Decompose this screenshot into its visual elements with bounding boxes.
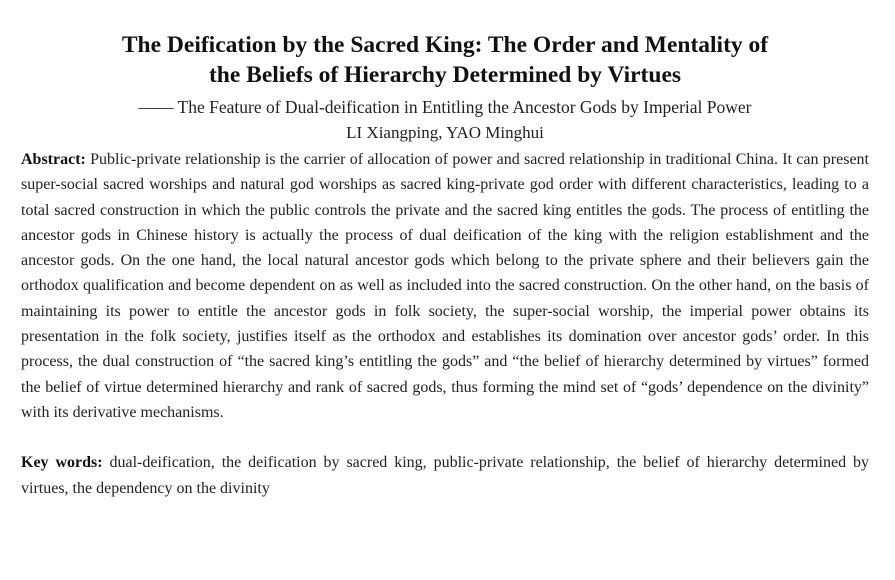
paper-subtitle: —— The Feature of Dual-deification in Entitling the Ancestor Gods by Imperial Power [138,97,752,117]
keywords-label: Key words: [21,454,110,472]
keywords-text: dual-deification, the deification by sacred king, public-private relationship, the belief of hierarchy determined by virtues, the dependency on the divinity [21,454,869,497]
abstract-text: Public-private relationship is the carrier of allocation of power and sacred relationship in traditional China. It can present super-social sacred worships and natural god worships as sacred king-private god order with different characteristics, leading to a total sacred construction in which the public controls the private and the sacred king entitles the gods. The process of entitling the ancestor gods in Chinese history is actually the process of dual deification of the king with the religion establishment and the ancestor gods. On the one hand, the local natural ancestor gods which belong to the private sphere and their believers gain the orthodox qualification and become dependent on as well as included into the sacred construction. On the other hand, on the basis of maintaining its power to entitle the ancestor gods in folk society, the super-social worship, the imperial power obtains its presentation in the folk society, justifies itself as the orthodox and establishes its domination over ancestor gods’ order. In this process, the dual construction of “the sacred king’s entitling the gods” and “the belief of hierarchy determined by virtues” formed the belief of virtue determined hierarchy and rank of sacred gods, thus forming the mind set of “gods’ dependence on the divinity” with its derivative mechanisms. [21,151,869,421]
abstract-paragraph [21,147,869,425]
abstract-label: Abstract: [21,151,91,168]
paper-title [21,30,869,90]
title-line-2: the Beliefs of Hierarchy Determined by Virtues [208,62,682,88]
keywords-paragraph [21,450,869,501]
paper-page [21,30,869,501]
paper-authors: LI Xiangping, YAO Minghui [346,123,544,142]
title-line-1: The Deification by the Sacred King: The Order and Mentality of [121,32,769,58]
